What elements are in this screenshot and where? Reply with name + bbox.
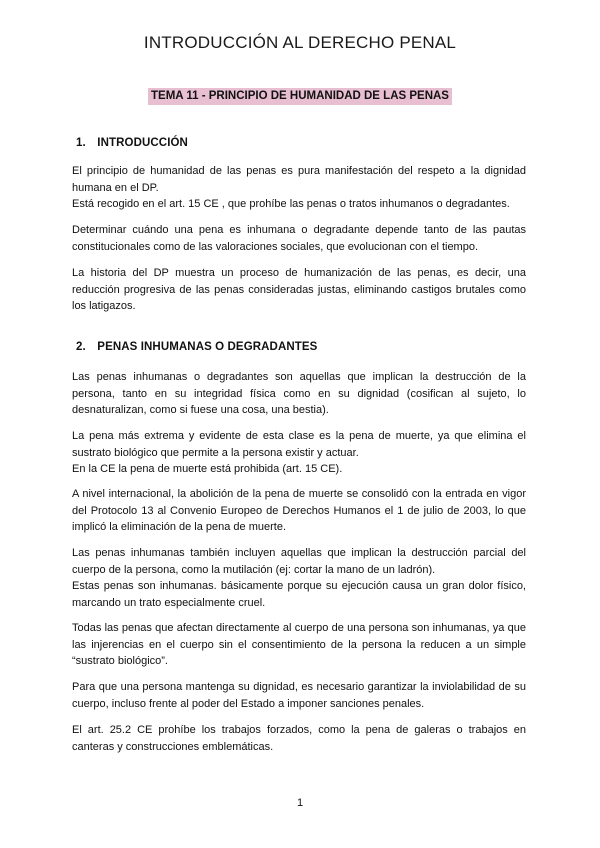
paragraph-line: Todas las penas que afectan directamente al cuerpo de una persona son inhumanas, ya que las injerencias en el cuerpo sin el consentimiento de la persona la reducen a un simple “sustrato biológico”. <box>72 622 526 667</box>
paragraph <box>72 486 526 536</box>
section-number: 1. <box>76 137 86 149</box>
paragraph-line: El principio de humanidad de las penas es pura manifestación del respeto a la dignidad humana en el DP. <box>72 165 526 194</box>
paragraph <box>72 265 526 315</box>
paragraph-line: La pena más extrema y evidente de esta clase es la pena de muerte, ya que elimina el sustrato biológico que permite a la persona existir y actuar. <box>72 430 526 459</box>
paragraph <box>72 222 526 255</box>
paragraph-line: El art. 25.2 CE prohíbe los trabajos forzados, como la pena de galeras o trabajos en canteras y construcciones emblemáticas. <box>72 724 526 753</box>
paragraph <box>72 428 526 478</box>
paragraph <box>72 679 526 712</box>
paragraph <box>72 163 526 213</box>
page-number: 1 <box>296 797 304 809</box>
paragraph <box>72 722 526 755</box>
section-title: INTRODUCCIÓN <box>97 137 188 149</box>
paragraph <box>72 545 526 611</box>
section-heading-penas-inhumanas <box>76 341 317 353</box>
paragraph-line: Para que una persona mantenga su dignidad, es necesario garantizar la inviolabilidad de su cuerpo, incluso frente al poder del Estado a imponer sanciones penales. <box>72 681 526 710</box>
topic-heading-wrap <box>0 86 600 105</box>
paragraph-line: Está recogido en el art. 15 CE , que prohíbe las penas o tratos inhumanos o degradantes. <box>72 198 510 210</box>
paragraph <box>72 620 526 670</box>
paragraph <box>72 369 526 419</box>
section-title: PENAS INHUMANAS O DEGRADANTES <box>97 341 318 353</box>
paragraph-line: A nivel internacional, la abolición de la pena de muerte se consolidó con la entrada en vigor del Protocolo 13 al Convenio Europeo de Derechos Humanos el 1 de julio de 2003, lo que implicó la eliminación de la pena de muerte. <box>72 488 526 533</box>
paragraph-line: Estas penas son inhumanas. básicamente porque su ejecución causa un gran dolor físico, marcando un trato especialmente cruel. <box>72 580 526 609</box>
paragraph-line: La historia del DP muestra un proceso de humanización de las penas, es decir, una reducción progresiva de las penas consideradas justas, eliminando castigos brutales como los latigazos. <box>72 267 526 312</box>
section-heading-introduccion <box>76 137 188 149</box>
paragraph-line: Determinar cuándo una pena es inhumana o degradante depende tanto de las pautas constitucionales como de las valoraciones sociales, que evolucionan con el tiempo. <box>72 224 526 253</box>
document-title: INTRODUCCIÓN AL DERECHO PENAL <box>143 33 457 52</box>
topic-heading: TEMA 11 - PRINCIPIO DE HUMANIDAD DE LAS PENAS <box>148 88 452 105</box>
paragraph-line: Las penas inhumanas o degradantes son aquellas que implican la destrucción de la persona, tanto en su integridad física como en su dignidad (cosifican al sujeto, lo desnaturalizan, como si fuese una cosa, una bestia). <box>72 371 526 416</box>
paragraph-line: Las penas inhumanas también incluyen aquellas que implican la destrucción parcial del cuerpo de la persona, como la mutilación (ej: cortar la mano de un ladrón). <box>72 547 526 576</box>
paragraph-line: En la CE la pena de muerte está prohibida (art. 15 CE). <box>72 463 343 475</box>
section-number: 2. <box>76 341 86 353</box>
